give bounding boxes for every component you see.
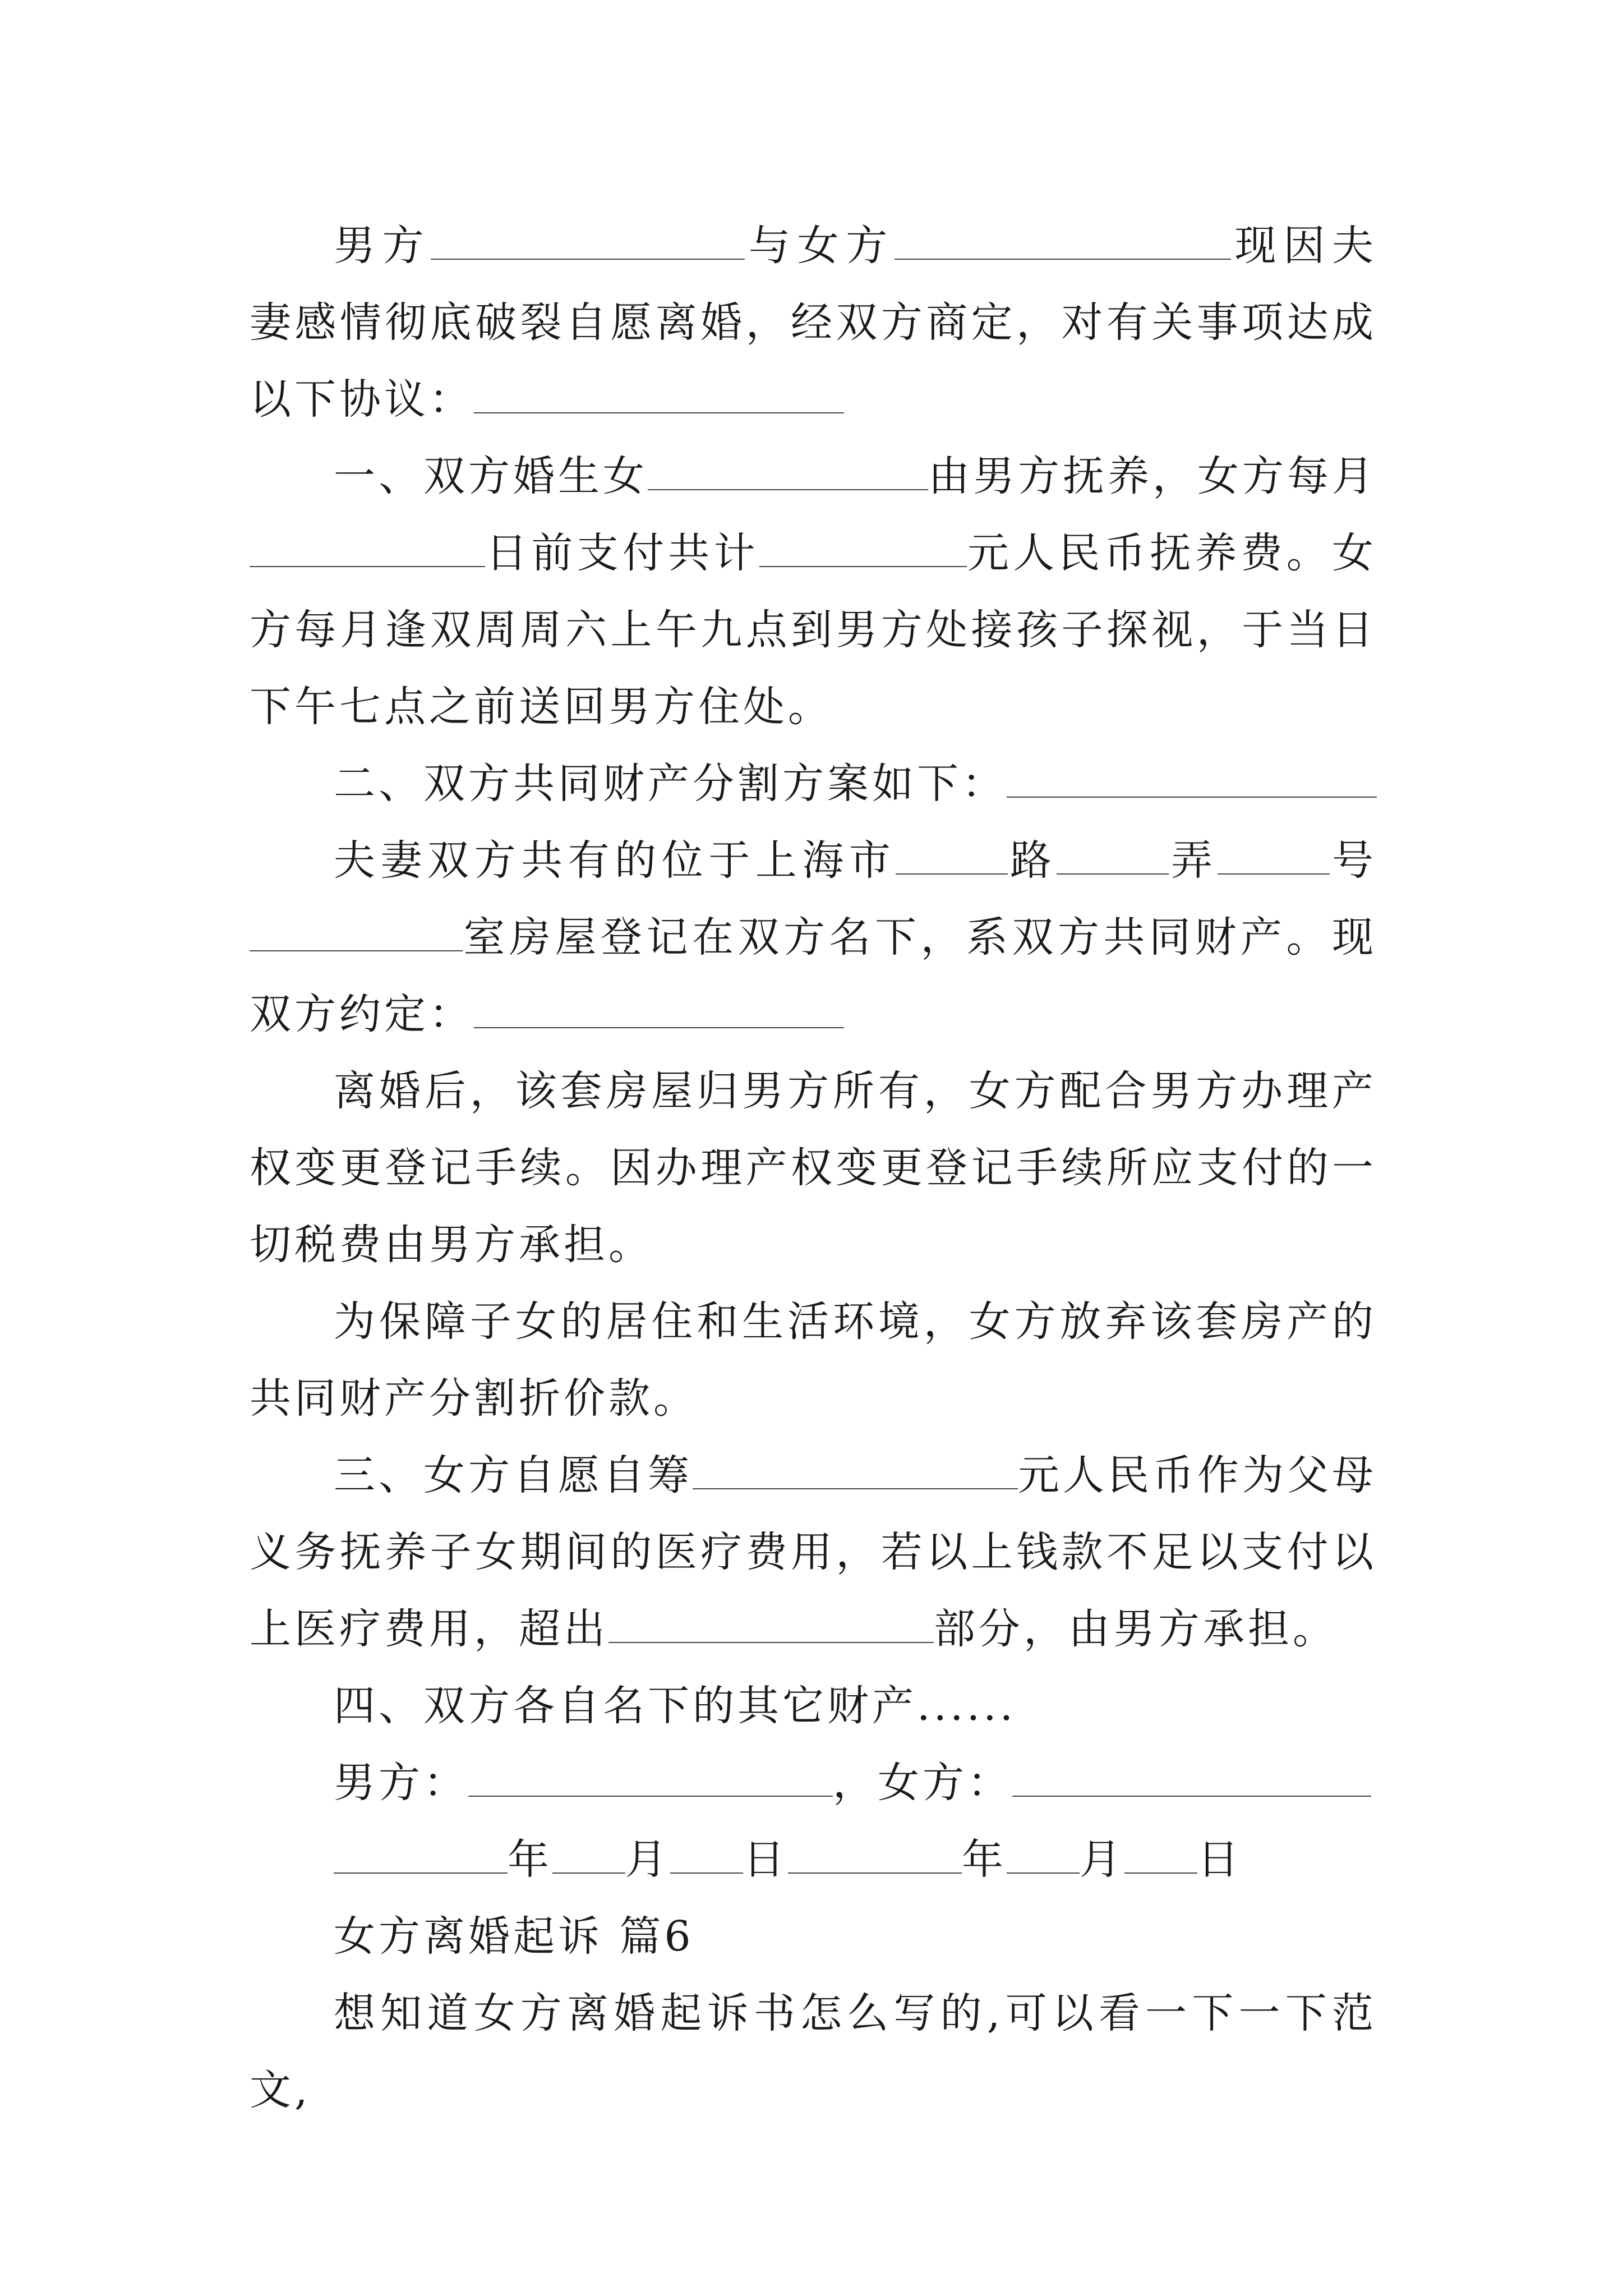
text-segment: 号 [1330, 836, 1377, 885]
text-segment: 路 [1008, 836, 1057, 885]
text-segment: 日 [1197, 1835, 1242, 1884]
paragraph-preamble [250, 208, 1377, 438]
blank-line [334, 1831, 508, 1874]
paragraph-property [250, 822, 1377, 1053]
text-segment: 由男方抚养，女方每月 [928, 452, 1377, 500]
section-heading: 女方离婚起诉 篇6 [334, 1912, 694, 1961]
date-line [250, 1821, 1377, 1898]
blank-line [552, 1831, 625, 1874]
paragraph-clause-2 [250, 746, 1377, 822]
blank-line [648, 448, 928, 490]
blank-line [1218, 832, 1330, 875]
blank-line [1124, 1831, 1197, 1874]
text-segment: 夫妻双方共有的位于上海市 [334, 836, 896, 885]
blank-line [608, 1600, 934, 1643]
text-segment: ，女方： [833, 1759, 1012, 1807]
blank-line [474, 986, 844, 1028]
text-segment: 月 [1080, 1835, 1124, 1884]
blank-line [1007, 1831, 1080, 1874]
blank-line [759, 524, 967, 567]
text-segment: 日前支付共计 [485, 529, 759, 577]
text-segment: 与女方 [745, 222, 895, 270]
paragraph-house-ownership: 离婚后，该套房屋归男方所有，女方配合男方办理产权变更登记手续。因办理产权变更登记手续所应支付的一切税费由男方承担。 [250, 1067, 1377, 1269]
blank-line [895, 217, 1231, 260]
text-segment: 现因夫妻感情彻底破裂自愿离婚，经双方商定，对有关事项达成以下协议： [250, 222, 1377, 424]
blank-line [468, 1754, 833, 1797]
paragraph-waiver: 为保障子女的居住和生活环境，女方放弃该套房产的共同财产分割折价款。 [250, 1297, 1377, 1423]
text-segment: 三、女方自愿自筹 [334, 1451, 693, 1499]
text-segment: 年 [962, 1835, 1007, 1884]
text-segment: 男方 [334, 222, 431, 270]
paragraph-intro: 想知道女方离婚起诉书怎么写的,可以看一下一下范文, [250, 1989, 1377, 2114]
paragraph-clause-3 [250, 1437, 1377, 1668]
text-segment: 元人民币作为父母义务抚养子女期间的医疗费用，若以上钱款不足以支付以上医疗费用，超出 [250, 1451, 1377, 1653]
text-segment: 男方： [334, 1759, 468, 1807]
blank-line [474, 371, 844, 413]
text-segment: 日 [743, 1835, 788, 1884]
text-segment: 二、双方共同财产分割方案如下： [334, 760, 1007, 808]
blank-line [1057, 832, 1169, 875]
blank-line [431, 217, 745, 260]
text-segment: 弄 [1169, 836, 1218, 885]
paragraph-clause-1 [250, 438, 1377, 746]
text-segment: 一、双方婚生女 [334, 452, 648, 500]
blank-line [693, 1447, 1018, 1489]
blank-line [896, 832, 1008, 875]
text-segment: 部分，由男方承担。 [934, 1605, 1338, 1653]
paragraph-clause-4: 四、双方各自名下的其它财产...... [334, 1682, 1017, 1730]
blank-line [1007, 755, 1377, 798]
blank-line [250, 909, 463, 951]
text-segment: 年 [508, 1835, 552, 1884]
blank-line [1012, 1754, 1371, 1797]
text-segment: 月 [625, 1835, 670, 1884]
signature-line [250, 1745, 1377, 1821]
blank-line [788, 1831, 962, 1874]
document-body [250, 208, 1377, 2129]
text-segment: 室房屋登记在双方名下，系双方共同财产。现双方约定： [250, 913, 1377, 1038]
blank-line [250, 524, 485, 567]
blank-line [670, 1831, 743, 1874]
text-segment: 元人民币抚养费。女方每月逢双周周六上午九点到男方处接孩子探视，于当日下午七点之前送回男方住处。 [250, 529, 1377, 731]
